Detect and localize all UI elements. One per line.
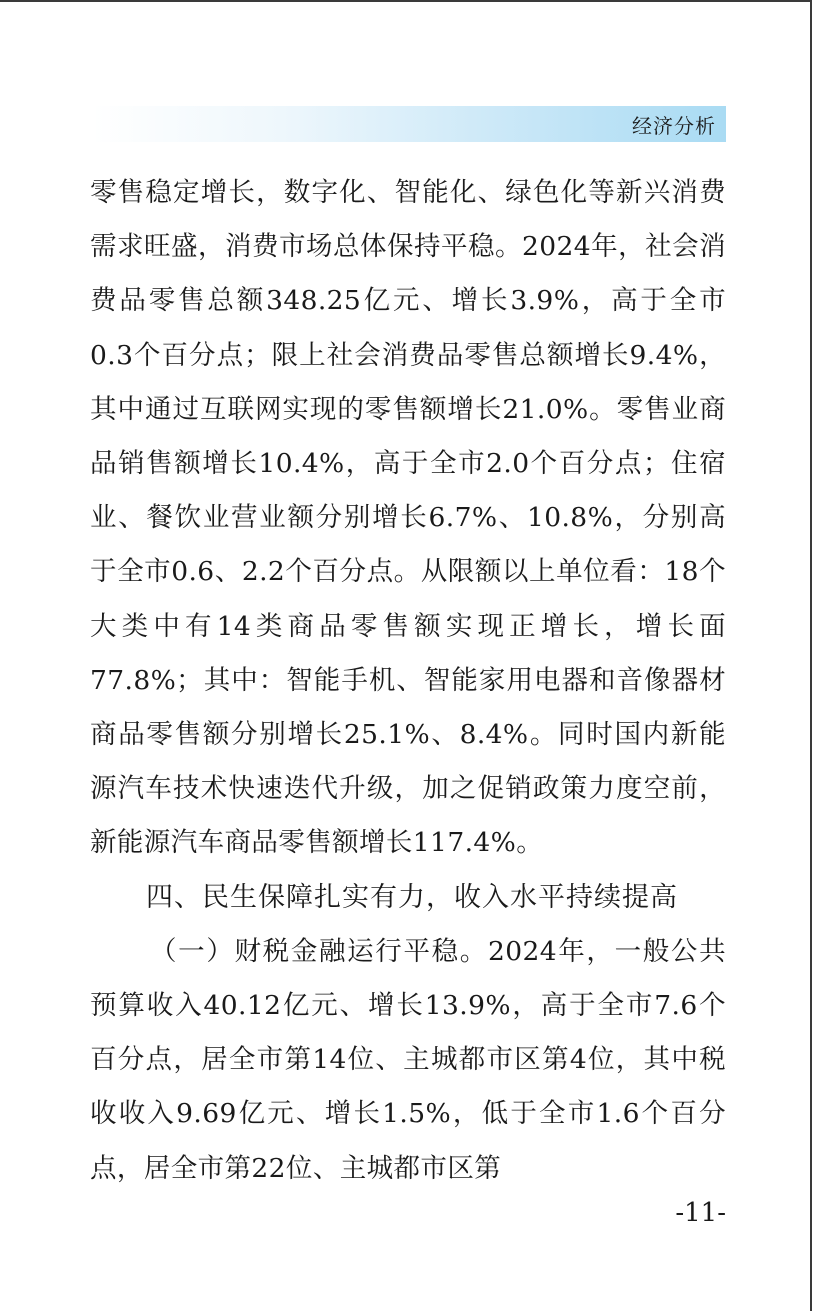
body-text xyxy=(90,166,726,1196)
paragraph-retail: 零售稳定增长，数字化、智能化、绿色化等新兴消费需求旺盛，消费市场总体保持平稳。2024年，社会消费品零售总额348.25亿元、增长3.9%，高于全市0.3个百分点；限上社会消费品零售总额增长9.4%，其中通过互联网实现的零售额增长21.0%。零售业商品销售额增长10.4%，高于全市2.0个百分点；住宿业、餐饮业营业额分别增长6.7%、10.8%，分别高于全市0.6、2.2个百分点。从限额以上单位看：18个大类中有14类商品零售额实现正增长，增长面77.8%；其中：智能手机、智能家用电器和音像器材商品零售额分别增长25.1%、8.4%。同时国内新能源汽车技术快速迭代升级，加之促销政策力度空前，新能源汽车商品零售额增长117.4%。 xyxy=(90,177,726,859)
paragraph-fiscal: （一）财税金融运行平稳。2024年，一般公共预算收入40.12亿元、增长13.9%，高于全市7.6个百分点，居全市第14位、主城都市区第4位，其中税收收入9.69亿元、增长1.5%，低于全市1.6个百分点，居全市第22位、主城都市区第 xyxy=(90,935,726,1184)
section-heading: 四、民生保障扎实有力，收入水平持续提高 xyxy=(146,881,678,913)
section-header-band xyxy=(92,106,726,142)
section-header-title: 经济分析 xyxy=(632,114,716,138)
page-number: -11- xyxy=(675,1198,726,1228)
